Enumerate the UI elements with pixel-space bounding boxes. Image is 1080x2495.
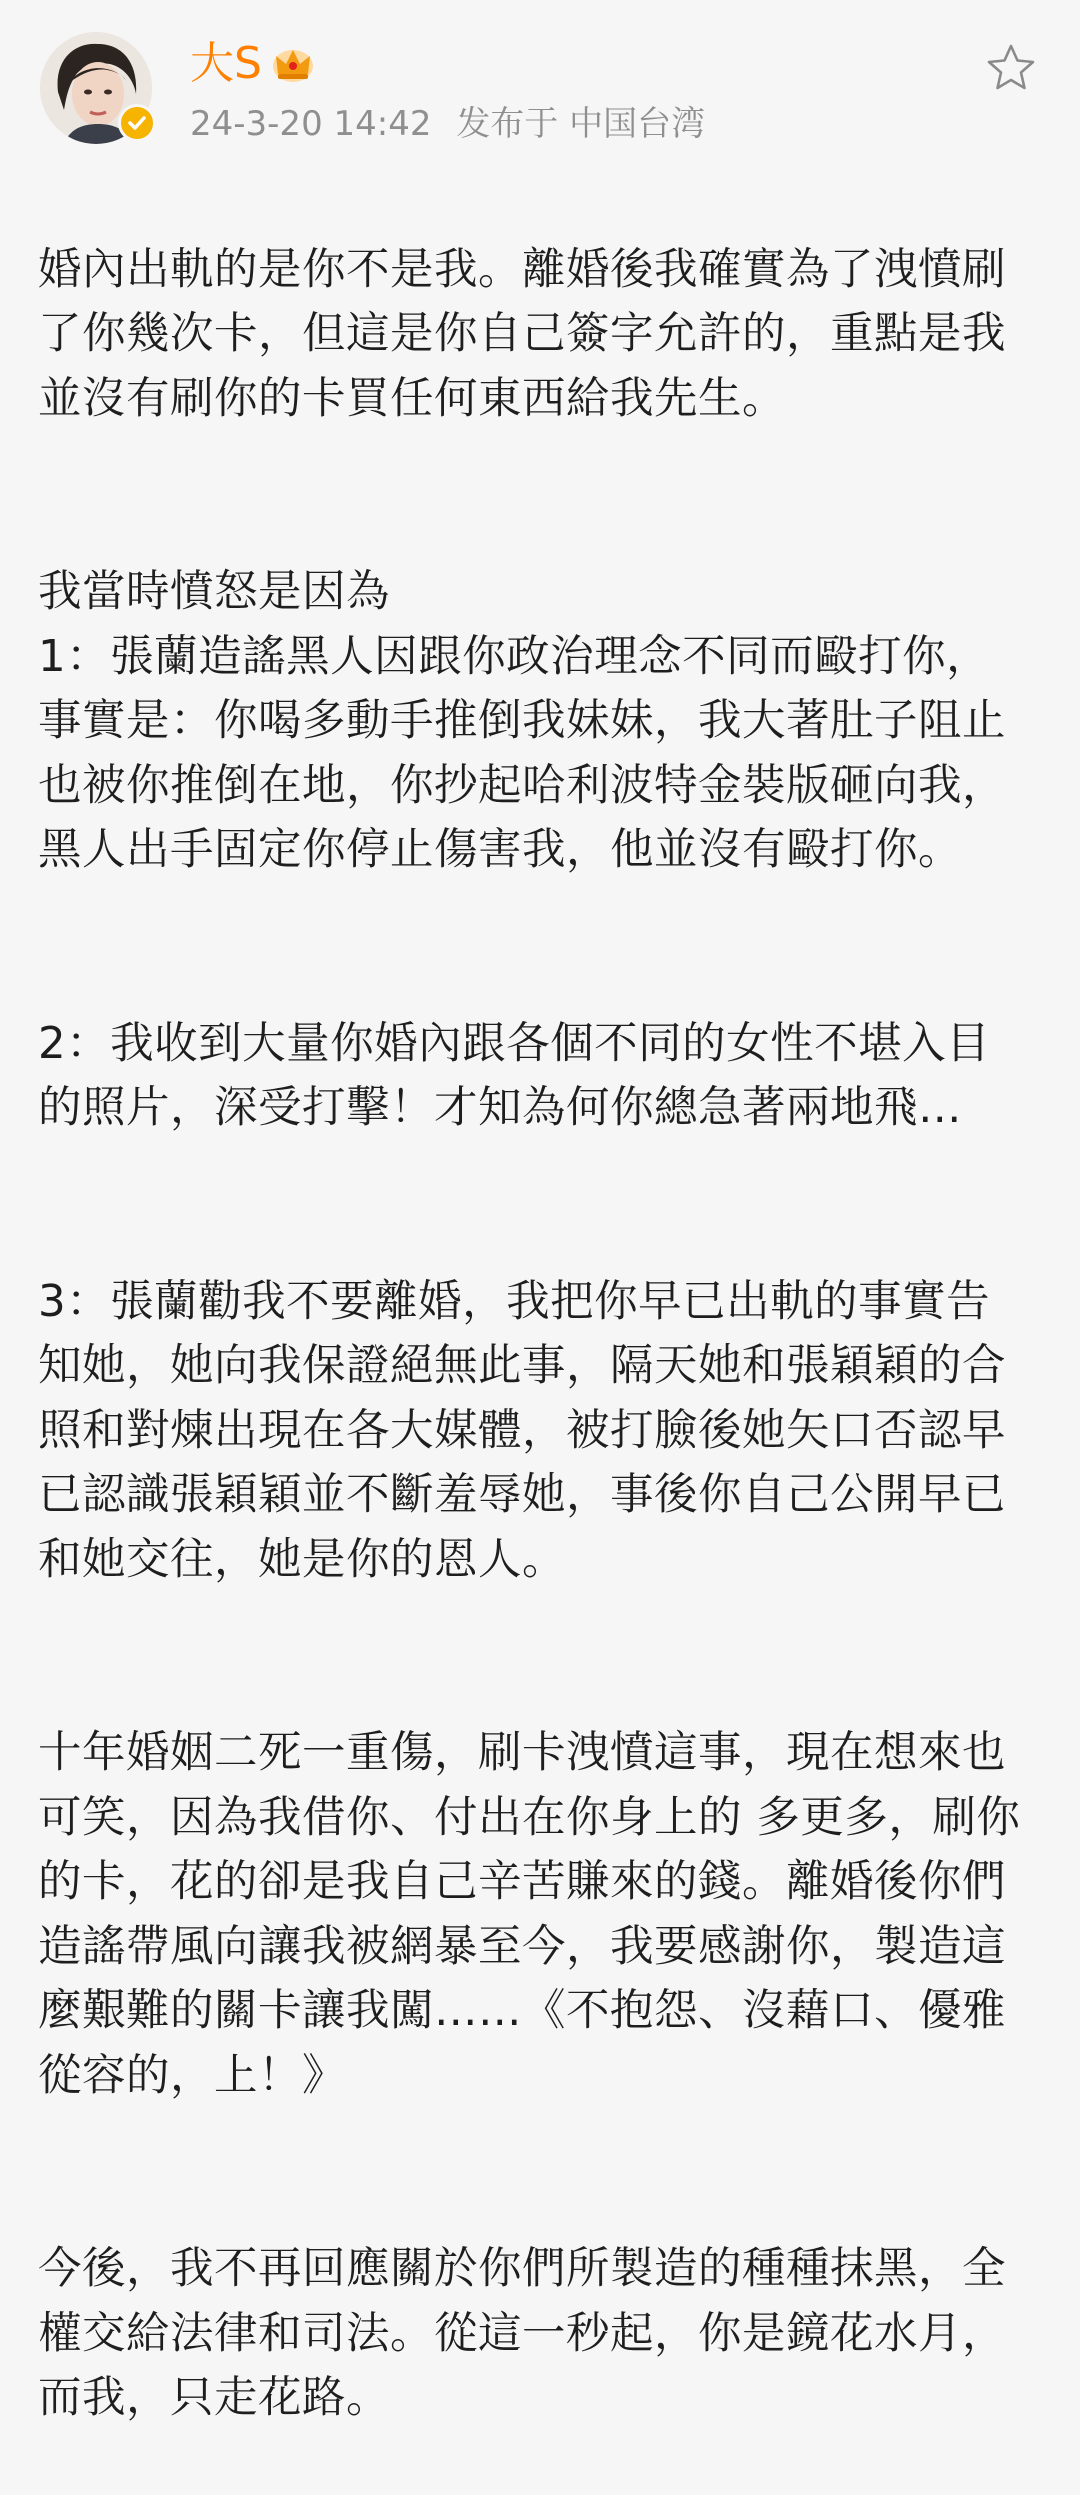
post-date: 24-3-20 14:42 — [190, 104, 432, 144]
username[interactable]: 大S — [190, 38, 262, 89]
post-paragraph: 3：張蘭勸我不要離婚，我把你早已出軌的事實告 知她，她向我保證絕無此事，隔天她和張穎穎的合 照和對煉出現在各大媒體，被打臉後她矢口否認早 已認識張穎穎並不斷羞辱她，事後你自己公開早已 和她交往，她是你的恩人。 — [38, 1276, 1006, 1585]
post-location: 发布于 中国台湾 — [456, 104, 706, 144]
post-paragraph: 我當時憤怒是因為 1：張蘭造謠黑人因跟你政治理念不同而毆打你， 事實是：你喝多動手推倒我妹妹，我大著肚子阻止 也被你推倒在地，你抄起哈利波特金裝版砸向我， 黑人出手固定你停止傷害我，他並沒有毆打你。 — [38, 567, 1006, 875]
username-row — [190, 36, 316, 92]
vip-crown-icon — [270, 44, 316, 84]
verified-badge-icon — [118, 104, 156, 142]
post-header — [0, 0, 1080, 165]
post-paragraph: 2：我收到大量你婚內跟各個不同的女性不堪入目 的照片，深受打擊！才知為何你總急著兩地飛… — [38, 1018, 991, 1133]
post-body — [38, 173, 1048, 2495]
post-paragraph: 婚內出軌的是你不是我。離婚後我確實為了洩憤刷 了你幾次卡，但這是你自己簽字允許的，重點是我 並沒有刷你的卡買任何東西給我先生。 — [38, 244, 1006, 424]
post-paragraph: 今後，我不再回應關於你們所製造的種種抹黑，全 權交給法律和司法。從這一秒起，你是鏡花水月， 而我，只走花路。 — [38, 2244, 1006, 2423]
post-paragraph: 十年婚姻二死一重傷，刷卡洩憤這事，現在想來也 可笑，因為我借你、付出在你身上的 多更多，刷你 的卡，花的卻是我自己辛苦賺來的錢。離婚後你們 造謠帶風向讓我被網暴至今，我要感謝你，製造這 麼艱難的關卡讓我闖……《不抱怨、沒藉口、優雅 從容的，上！》 — [38, 1728, 1021, 2101]
post-meta — [190, 102, 705, 146]
star-icon[interactable] — [985, 42, 1037, 94]
